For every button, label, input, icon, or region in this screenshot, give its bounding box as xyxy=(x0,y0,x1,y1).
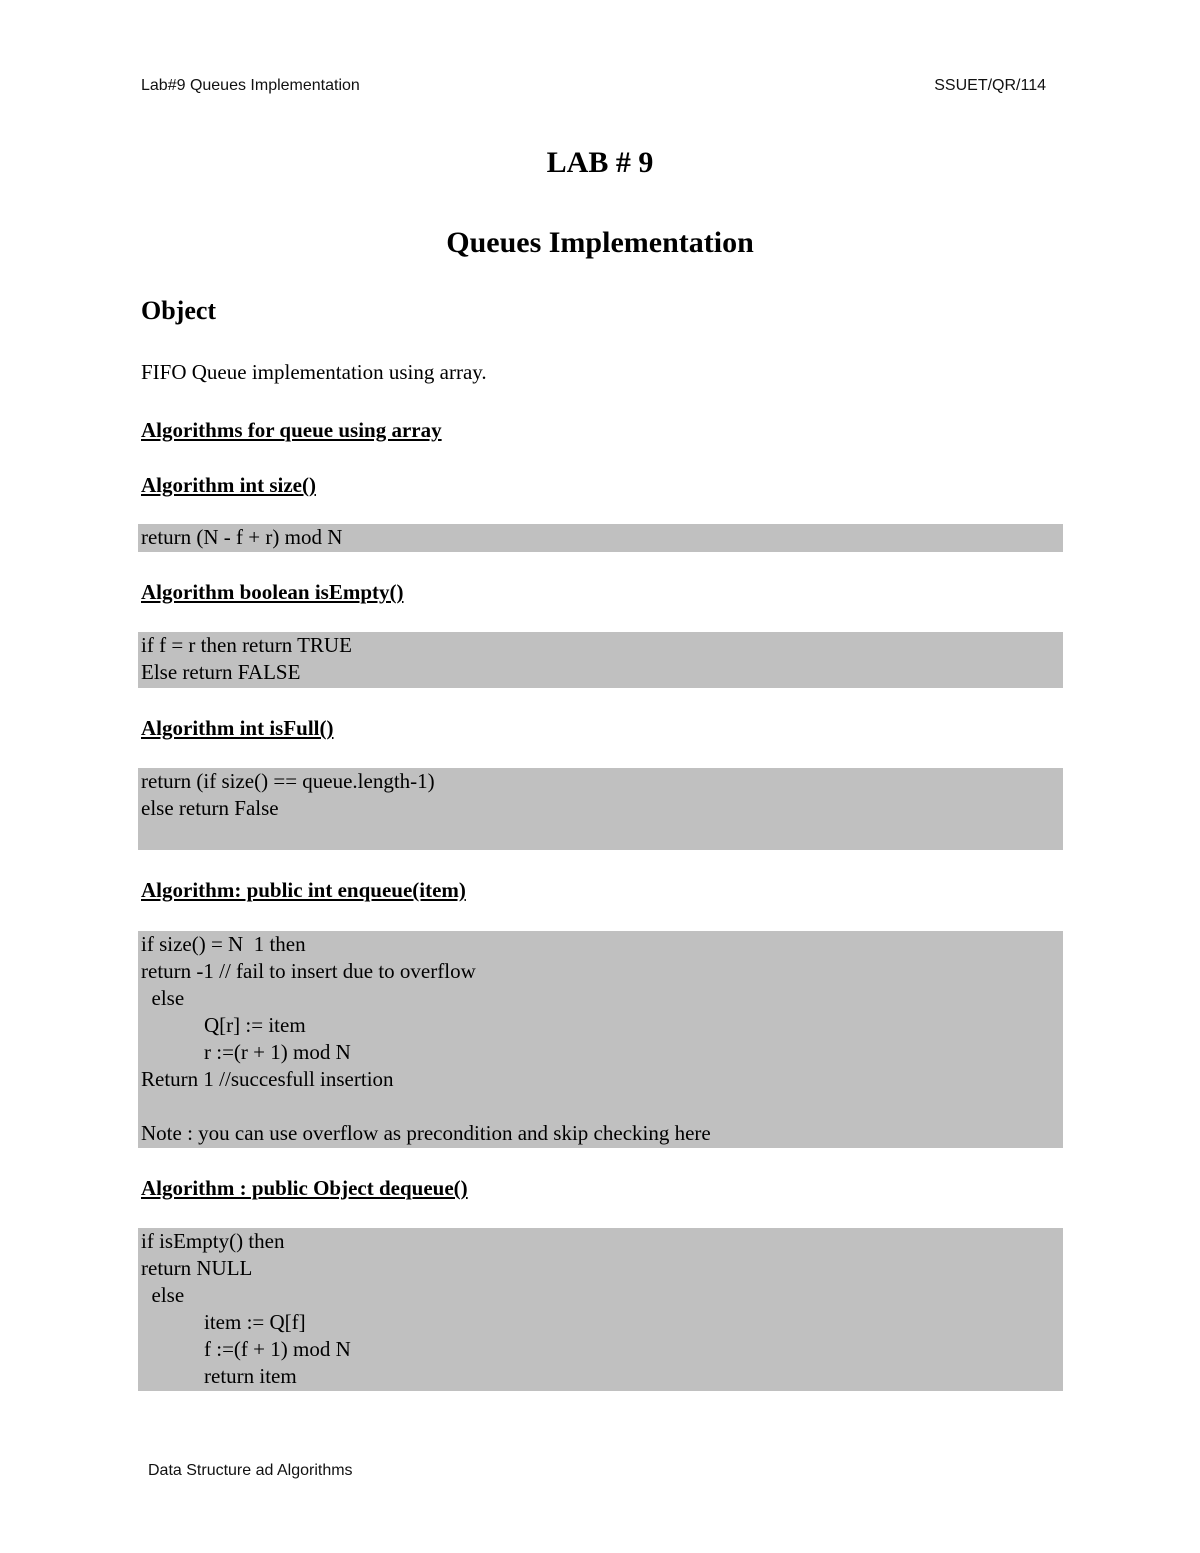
code-line: item := Q[f] xyxy=(141,1310,306,1334)
code-line: if isEmpty() then xyxy=(141,1229,285,1253)
object-text: FIFO Queue implementation using array. xyxy=(141,360,487,384)
page-header-left: Lab#9 Queues Implementation xyxy=(141,77,360,94)
code-line: return (N - f + r) mod N xyxy=(141,525,343,549)
code-line: Return 1 //succesfull insertion xyxy=(141,1067,394,1091)
lab-title: LAB # 9 xyxy=(546,146,654,179)
code-line xyxy=(141,822,1063,849)
code-line: return (if size() == queue.length-1) xyxy=(141,769,435,793)
code-line: else return False xyxy=(141,796,279,820)
dequeue-algorithm-heading: Algorithm : public Object dequeue() xyxy=(141,1176,468,1200)
object-heading: Object xyxy=(141,296,217,325)
isempty-algorithm-heading: Algorithm boolean isEmpty() xyxy=(141,580,404,604)
enqueue-code-block xyxy=(138,931,1063,1148)
code-line: Else return FALSE xyxy=(141,660,301,684)
code-line: f :=(f + 1) mod N xyxy=(141,1337,351,1361)
code-line: return NULL xyxy=(141,1256,253,1280)
size-code-block xyxy=(138,524,1063,552)
algorithms-heading: Algorithms for queue using array xyxy=(141,418,442,442)
document-title: Queues Implementation xyxy=(446,226,754,259)
isfull-algorithm-heading: Algorithm int isFull() xyxy=(141,716,334,740)
page-header-right: SSUET/QR/114 xyxy=(934,77,1046,94)
code-line xyxy=(141,1093,1063,1120)
code-line: return item xyxy=(141,1364,297,1388)
code-line: Q[r] := item xyxy=(141,1013,306,1037)
code-line: else xyxy=(141,986,185,1010)
code-line: if f = r then return TRUE xyxy=(141,633,352,657)
page-footer: Data Structure ad Algorithms xyxy=(148,1462,353,1479)
code-line: r :=(r + 1) mod N xyxy=(141,1040,351,1064)
isempty-code-block xyxy=(138,632,1063,688)
code-line: Note : you can use overflow as precondition and skip checking here xyxy=(141,1121,711,1145)
code-line: if size() = N 1 then xyxy=(141,932,306,956)
size-algorithm-heading: Algorithm int size() xyxy=(141,473,316,497)
code-line: return -1 // fail to insert due to overflow xyxy=(141,959,476,983)
isfull-code-block xyxy=(138,768,1063,850)
enqueue-algorithm-heading: Algorithm: public int enqueue(item) xyxy=(141,878,466,902)
code-line: else xyxy=(141,1283,185,1307)
dequeue-code-block xyxy=(138,1228,1063,1391)
